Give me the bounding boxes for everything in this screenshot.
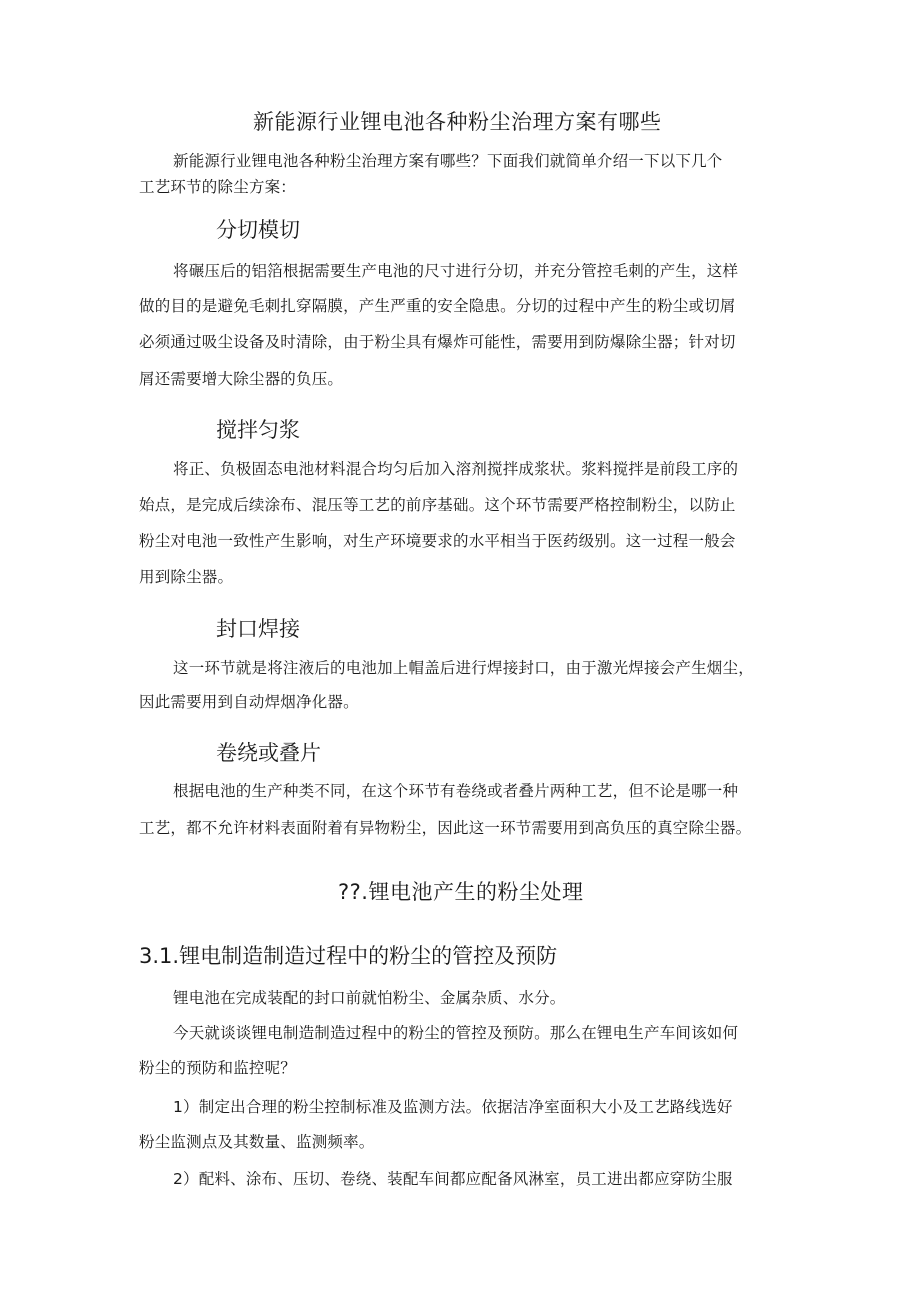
list-item-line: 2）配料、涂布、压切、卷绕、装配车间都应配备风淋室，员工进出都应穿防尘服 [173,1170,733,1188]
list-item-line: 1）制定出合理的粉尘控制标准及监测方法。依据洁净室面积大小及工艺路线选好 [173,1098,733,1116]
paragraph-line: 因此需要用到自动焊烟净化器。 [139,693,359,711]
paragraph-line: 做的目的是避免毛刺扎穿隔膜，产生严重的安全隐患。分切的过程中产生的粉尘或切屑 [139,297,736,315]
paragraph-line: 始点，是完成后续涂布、混压等工艺的前序基础。这个环节需要严格控制粉尘，以防止 [139,496,736,514]
part-title: ??.锂电池产生的粉尘处理 [338,880,584,904]
paragraph-line: 锂电池在完成装配的封口前就怕粉尘、金属杂质、水分。 [173,989,566,1007]
section-heading: 封口焊接 [216,617,300,641]
paragraph-line: 这一环节就是将注液后的电池加上帽盖后进行焊接封口，由于激光焊接会产生烟尘， [173,659,754,677]
paragraph-line: 根据电池的生产种类不同，在这个环节有卷绕或者叠片两种工艺，但不论是哪一种 [173,782,739,800]
paragraph-line: 将碾压后的铝箔根据需要生产电池的尺寸进行分切，并充分管控毛刺的产生，这样 [173,262,739,280]
list-item-line: 粉尘监测点及其数量、监测频率。 [139,1133,375,1151]
paragraph-line: 将正、负极固态电池材料混合均匀后加入溶剂搅拌成浆状。浆料搅拌是前段工序的 [173,460,739,478]
section-heading: 搅拌匀浆 [216,418,300,442]
section-heading: 卷绕或叠片 [216,741,321,765]
paragraph-line: 必须通过吸尘设备及时清除，由于粉尘具有爆炸可能性，需要用到防爆除尘器；针对切 [139,333,736,351]
document-title: 新能源行业锂电池各种粉尘治理方案有哪些 [253,110,662,134]
paragraph-line: 今天就谈谈锂电制造制造过程中的粉尘的管控及预防。那么在锂电生产车间该如何 [173,1024,739,1042]
paragraph-line: 用到除尘器。 [139,568,234,586]
paragraph-line: 工艺，都不允许材料表面附着有异物粉尘，因此这一环节需要用到高负压的真空除尘器。 [139,819,752,837]
paragraph-line: 屑还需要增大除尘器的负压。 [139,370,344,388]
intro-line: 新能源行业锂电池各种粉尘治理方案有哪些？下面我们就简单介绍一下以下几个 [173,152,723,170]
intro-line: 工艺环节的除尘方案： [139,178,297,196]
paragraph-line: 粉尘的预防和监控呢？ [139,1059,297,1077]
sub-heading: 3.1.锂电制造制造过程中的粉尘的管控及预防 [139,944,558,968]
section-heading: 分切模切 [216,218,300,242]
paragraph-line: 粉尘对电池一致性产生影响，对生产环境要求的水平相当于医药级别。这一过程一般会 [139,532,736,550]
